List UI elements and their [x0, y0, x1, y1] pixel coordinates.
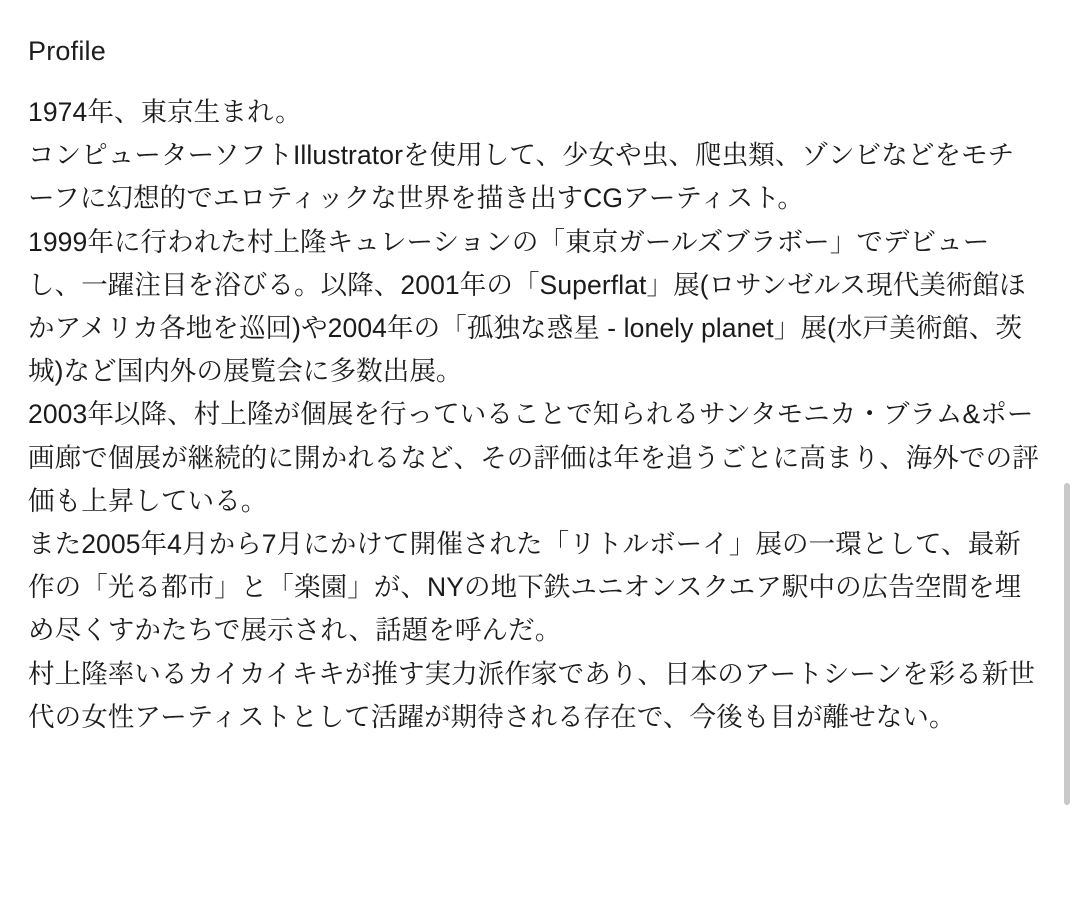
paragraph: 2003年以降、村上隆が個展を行っていることで知られるサンタモニカ・ブラム&ポー画廊で個展が継続的に開かれるなど、その評価は年を追うごとに高まり、海外での評価も上昇している。: [28, 399, 1039, 516]
profile-body: [28, 91, 1040, 739]
vertical-scrollbar[interactable]: [1066, 0, 1076, 922]
paragraph: また2005年4月から7月にかけて開催された「リトルボーイ」展の一環として、最新作の「光る都市」と「楽園」が、NYの地下鉄ユニオンスクエア駅中の広告空間を埋め尽くすかたちで展示され、話題を呼んだ。: [28, 528, 1022, 646]
paragraph: コンピューターソフトIllustratorを使用して、少女や虫、爬虫類、ゾンビなどをモチーフに幻想的でエロティックな世界を描き出すCGアーティスト。: [28, 140, 1015, 214]
paragraph: 村上隆率いるカイカイキキが推す実力派作家であり、日本のアートシーンを彩る新世代の女性アーティストとして活躍が期待される存在で、今後も目が離せない。: [28, 658, 1036, 732]
scrollbar-thumb[interactable]: [1064, 483, 1070, 805]
page-title: Profile: [28, 36, 106, 66]
paragraph: 1999年に行われた村上隆キュレーションの「東京ガールズブラボー」でデビューし、一躍注目を浴びる。以降、2001年の「Superflat」展(ロサンゼルス現代美術館ほかアメリカ各地を巡回)や2004年の「孤独な惑星 - lonely planet」展(水戸美術館、茨城)など国内外の展覧会に多数出展。: [28, 226, 1026, 387]
paragraph: 1974年、東京生まれ。: [28, 97, 302, 128]
